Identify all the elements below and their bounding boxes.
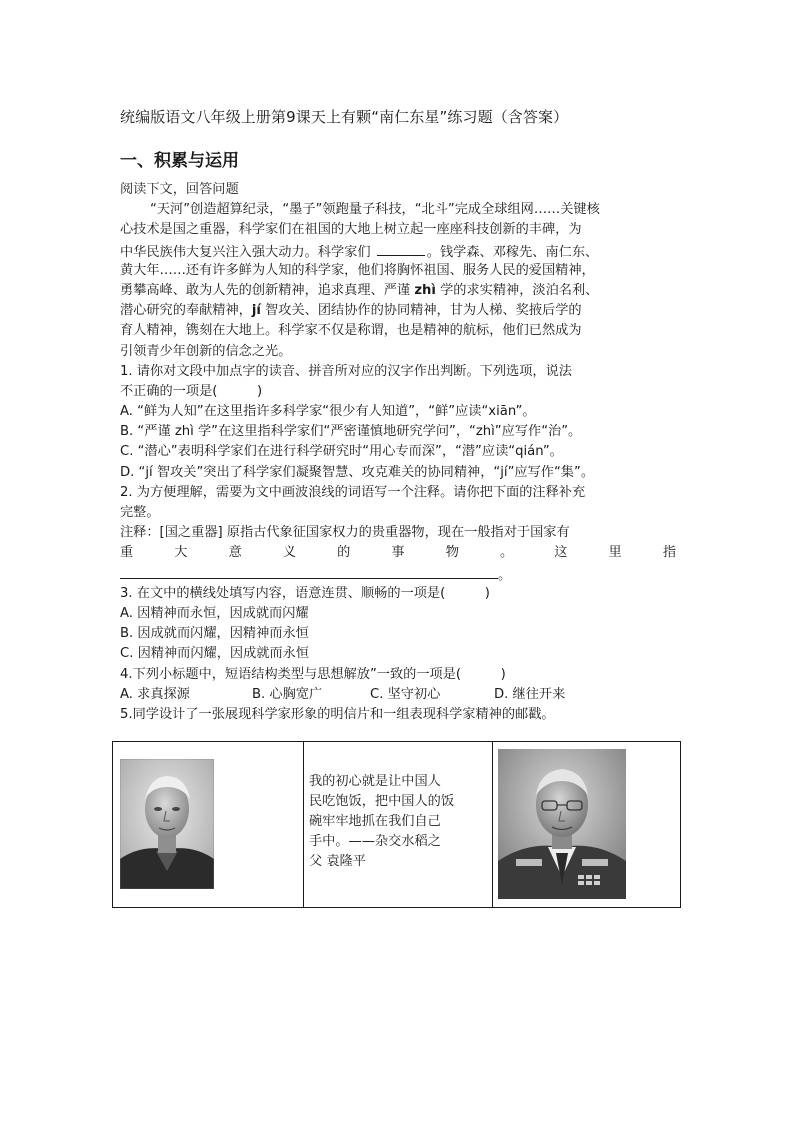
scientist-portrait-photo — [120, 759, 214, 889]
question-1-option-a[interactable]: A. “鲜为人知”在这里指许多科学家“很少有人知道”，“鲜”应读“xiān”。 — [120, 404, 536, 420]
quote-line: 父 袁隆平 — [309, 854, 366, 869]
quote-line: 手中。——杂交水稻之 — [309, 834, 441, 849]
passage-text: 勇攀高峰、敢为人先的创新精神，追求真理、严谨 — [120, 282, 415, 298]
question-1-stem: 不正确的一项是( ) — [120, 383, 263, 399]
question-3-option-a[interactable]: A. 因精神而永恒，因成就而闪耀 — [120, 605, 309, 621]
question-2-stem: 完整。 — [120, 505, 160, 520]
question-4-stem: 4.下列小标题中，短语结构类型与思想解放”一致的一项是( ) — [120, 666, 506, 682]
passage-line: 心技术是国之重器，科学家们在祖国的大地上树立起一座座科技创新的丰碑，为 — [120, 222, 582, 238]
note-char: 指 — [662, 545, 676, 561]
question-1-stem: 1. 请你对文段中加点字的读音、拼音所对应的汉字作出判断。下列选项，说法 — [120, 363, 572, 379]
passage-text: 智攻关、团结协作的协同精神，甘为人梯、奖掖后学的 — [260, 303, 582, 319]
passage-text: 潜心研究的奉献精神， — [120, 303, 252, 319]
answer-blank[interactable] — [120, 564, 498, 579]
note-char: 。 — [499, 545, 514, 561]
note-char: 事 — [391, 545, 405, 561]
document-title: 统编版语文八年级上册第9课天上有颗“南仁东星”练习题（含答案） — [120, 108, 569, 126]
passage-line — [120, 281, 676, 301]
period: 。 — [498, 567, 512, 583]
quote-line: 民吃饱饭，把中国人的饭 — [309, 794, 455, 809]
fill-in-blank[interactable] — [377, 241, 425, 256]
section-heading: 一、积累与运用 — [120, 151, 239, 171]
question-5-stem: 5.同学设计了一张展现科学家形象的明信片和一组表现科学家精神的邮戳。 — [120, 706, 555, 722]
passage-line: 黄大年……还有许多鲜为人知的科学家，他们将胸怀祖国、服务人民的爱国精神， — [120, 262, 595, 278]
document-body — [120, 180, 676, 725]
question-4-option-d[interactable]: D. 继往开来 — [494, 686, 566, 702]
question-4-option-a[interactable]: A. 求真探源 — [120, 686, 190, 702]
question-4-options — [120, 685, 676, 705]
note-char: 意 — [228, 545, 242, 561]
question-4-option-b[interactable]: B. 心胸宽广 — [252, 686, 323, 702]
note-char: 的 — [337, 545, 351, 561]
question-4-option-c[interactable]: C. 坚守初心 — [370, 686, 441, 702]
question-1-option-c[interactable]: C. “潜心”表明科学家们在进行科学研究时“用心专而深”，“潜”应读“qián”。 — [120, 444, 563, 460]
question-1-option-b[interactable]: B. “严谨 zhì 学”在这里指科学家们“严密谨慎地研究学问”，“zhì”应写作“治”。 — [120, 424, 582, 440]
question-2-answer-line — [120, 564, 676, 584]
note-char: 大 — [174, 545, 188, 561]
passage-line — [120, 241, 676, 261]
quote-line: 我的初心就是让中国人 — [309, 774, 441, 789]
passage-line: “天河”创造超算纪录，“墨子”领跑量子科技，“北斗”完成全球组网……关键核 — [150, 202, 600, 218]
question-2-stem: 2. 为方便理解，需要为文中画波浪线的词语写一个注释。请你把下面的注释补充 — [120, 484, 586, 500]
instruction: 阅读下文，回答问题 — [120, 182, 239, 197]
pinyin-ji: jí — [251, 303, 261, 319]
question-3-option-b[interactable]: B. 因成就而闪耀，因精神而永恒 — [120, 626, 309, 642]
quote-line: 碗牢牢地抓在我们自己 — [309, 814, 441, 829]
question-3-stem: 3. 在文中的横线处填写内容，语意连贯、顺畅的一项是( ) — [120, 585, 490, 601]
passage-text: 。钱学森、邓稼先、南仁东、 — [426, 244, 599, 260]
passage-line: 引领青少年创新的信念之光。 — [120, 343, 292, 359]
question-2-note-spread — [120, 543, 676, 563]
passage-line — [120, 301, 676, 321]
note-char: 这 — [554, 545, 568, 561]
pinyin-zhi: zhì — [414, 282, 436, 298]
passage-text: 学的求实精神，淡泊名利、 — [435, 282, 599, 298]
yuan-longping-quote — [309, 772, 477, 872]
passage-text: 中华民族伟大复兴注入强大动力。科学家们 — [120, 244, 371, 260]
note-char: 里 — [608, 545, 622, 561]
note-char: 义 — [282, 545, 297, 561]
question-1-option-d[interactable]: D. “jí 智攻关”突出了科学家们凝聚智慧、攻克难关的协同精神，“jí”应写作“集”。 — [120, 464, 595, 480]
passage-line: 育人精神，镌刻在大地上。科学家不仅是称谓，也是精神的航标，他们已然成为 — [120, 323, 582, 339]
note-char: 物 — [445, 545, 459, 561]
scientist-uniform-photo — [498, 749, 626, 899]
note-char: 重 — [120, 545, 134, 561]
question-3-option-c[interactable]: C. 因精神而闪耀，因成就而永恒 — [120, 646, 310, 662]
question-2-note: 注释：[国之重器] 原指古代象征国家权力的贵重器物，现在一般指对于国家有 — [120, 525, 570, 541]
